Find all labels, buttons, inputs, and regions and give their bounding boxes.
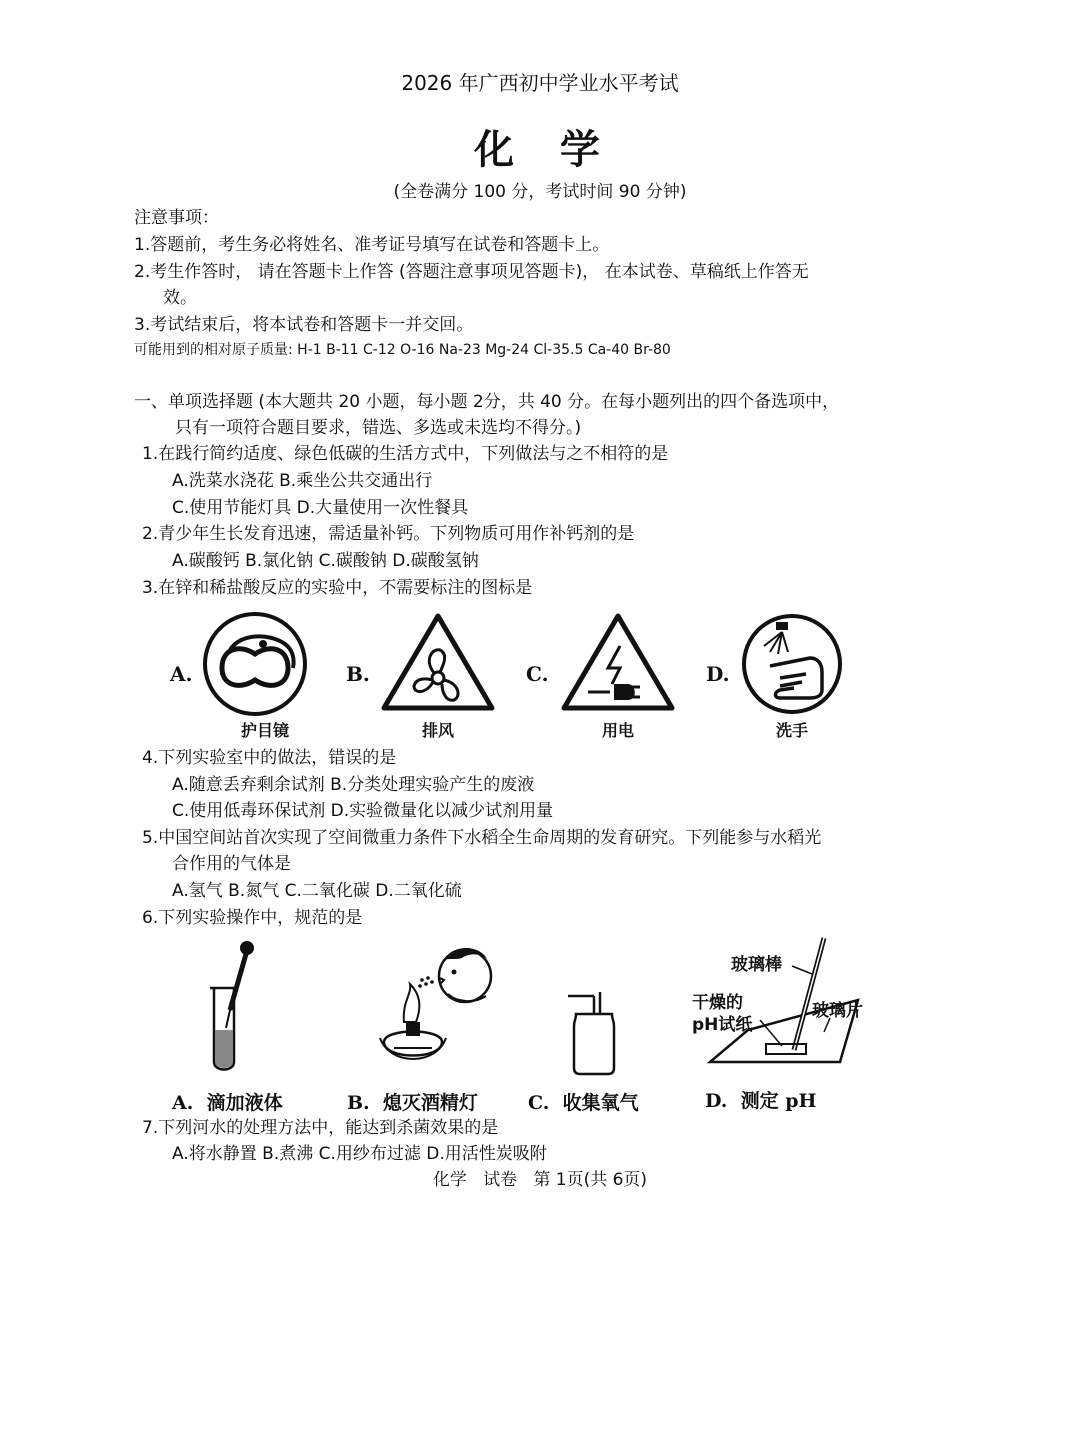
note-item-3: 3.考试结束后，将本试卷和答题卡一并交回。	[134, 315, 474, 335]
q6-caption-b: B. 熄灭酒精灯	[347, 1092, 478, 1114]
note-item-2-cont: 效。	[163, 288, 197, 308]
section-heading-line2: 只有一项符合题目要求，错选、多选或未选均不得分。)	[175, 418, 582, 438]
ph-label-dry-2: pH试纸	[692, 1015, 753, 1035]
q6-caption-a: A. 滴加液体	[172, 1092, 283, 1114]
q5-stem-line2: 合作用的气体是	[172, 854, 291, 874]
q7-options: A.将水静置 B.煮沸 C.用纱布过滤 D.用活性炭吸附	[172, 1144, 547, 1164]
exam-title: 2026 年广西初中学业水平考试	[401, 71, 679, 95]
q3-caption-a: 护目镜	[240, 721, 289, 740]
q1-options-1: A.洗菜水浇花 B.乘坐公共交通出行	[172, 471, 433, 491]
goggles-icon	[200, 608, 310, 720]
subject-title: 化 学	[474, 127, 606, 173]
q1-options-2: C.使用节能灯具 D.大量使用一次性餐具	[172, 498, 469, 518]
electricity-icon	[558, 610, 678, 714]
q6-caption-c: C. 收集氧气	[528, 1092, 639, 1114]
q4-options-1: A.随意丢弃剩余试剂 B.分类处理实验产生的废液	[172, 775, 535, 795]
q6-stem: 6.下列实验操作中，规范的是	[142, 908, 363, 928]
q1-stem: 1.在践行简约适度、绿色低碳的生活方式中，下列做法与之不相符的是	[142, 444, 669, 464]
q3-icon-a-letter: A.	[170, 662, 193, 686]
alcohol-lamp-icon	[370, 938, 510, 1078]
q5-stem-line1: 5.中国空间站首次实现了空间微重力条件下水稻全生命周期的发育研究。下列能参与水稻光	[142, 828, 822, 848]
score-time-note: (全卷满分 100 分，考试时间 90 分钟)	[393, 182, 687, 202]
q3-icon-d-letter: D.	[706, 662, 730, 686]
hand-wash-icon	[740, 608, 844, 718]
q5-options: A.氢气 B.氮气 C.二氧化碳 D.二氧化硫	[172, 881, 462, 901]
q6-caption-d: D. 测定 pH	[705, 1090, 817, 1112]
ph-label-glass: 玻璃片	[812, 1001, 863, 1021]
q4-stem: 4.下列实验室中的做法，错误的是	[142, 748, 397, 768]
q3-icon-c-letter: C.	[526, 662, 549, 686]
q3-icon-b-letter: B.	[346, 662, 370, 686]
dropper-test-tube-icon	[200, 938, 270, 1078]
section-heading-line1: 一、单项选择题 (本大题共 20 小题，每小题 2分，共 40 分。在每小题列出的四个备选项中，	[134, 392, 840, 412]
fan-icon	[378, 610, 498, 714]
q3-caption-d: 洗手	[775, 721, 808, 740]
q7-stem: 7.下列河水的处理方法中，能达到杀菌效果的是	[142, 1118, 499, 1138]
ph-label-dry-1: 干燥的	[692, 993, 743, 1013]
q2-stem: 2.青少年生长发育迅速，需适量补钙。下列物质可用作补钙剂的是	[142, 524, 635, 544]
q2-options: A.碳酸钙 B.氯化钠 C.碳酸钠 D.碳酸氢钠	[172, 551, 479, 571]
q3-caption-b: 排风	[421, 721, 454, 740]
note-item-1: 1.答题前，考生务必将姓名、准考证号填写在试卷和答题卡上。	[134, 235, 610, 255]
note-item-2: 2.考生作答时， 请在答题卡上作答 (答题注意事项见答题卡)， 在本试卷、草稿纸上作答无	[134, 262, 809, 282]
ph-label-rod: 玻璃棒	[731, 955, 782, 975]
q3-caption-c: 用电	[601, 721, 634, 740]
q4-options-2: C.使用低毒环保试剂 D.实验微量化以减少试剂用量	[172, 801, 554, 821]
q3-stem: 3.在锌和稀盐酸反应的实验中，不需要标注的图标是	[142, 578, 533, 598]
atomic-masses: 可能用到的相对原子质量: H-1 B-11 C-12 O-16 Na-23 Mg-24 Cl-35.5 Ca-40 Br-80	[134, 342, 671, 358]
page-footer: 化学 试卷 第 1页(共 6页)	[432, 1170, 648, 1190]
gas-bottle-icon	[560, 990, 620, 1076]
notes-heading: 注意事项：	[134, 208, 219, 228]
